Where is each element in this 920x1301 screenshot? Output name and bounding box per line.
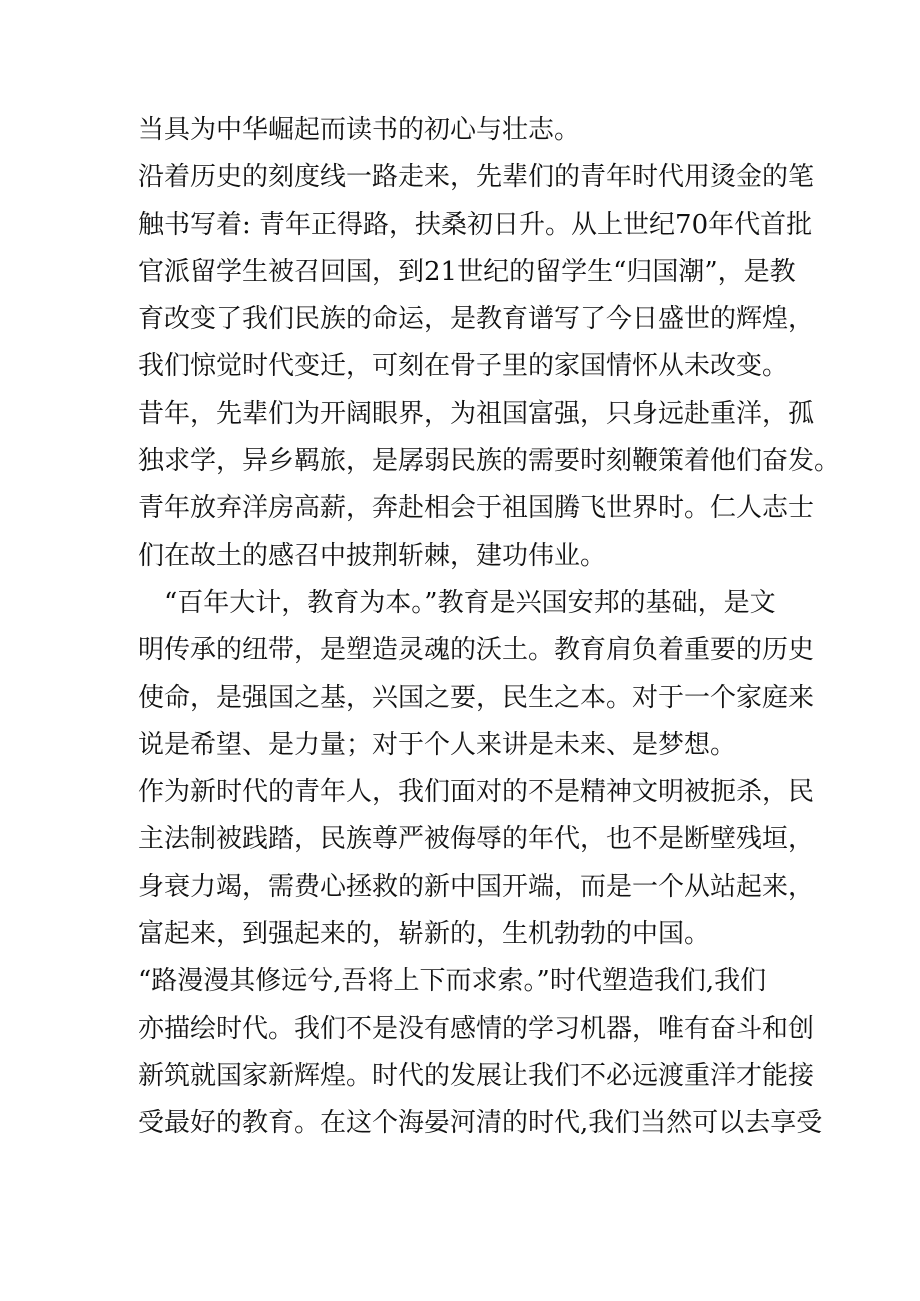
text-line: 身衰力竭，需费心拯救的新中国开端，而是一个从站起来， xyxy=(138,871,815,902)
text-line: 青年放弃洋房高薪，奔赴相会于祖国腾飞世界时。仁人志士 xyxy=(138,493,815,524)
text-line: 育改变了我们民族的命运，是教育谱写了今日盛世的辉煌， xyxy=(138,304,815,335)
text-line: 作为新时代的青年人，我们面对的不是精神文明被扼杀，民 xyxy=(138,777,815,808)
text-line: 受最好的教育。在这个海晏河清的时代,我们当然可以去享受 xyxy=(138,1108,823,1139)
text-line: 明传承的纽带，是塑造灵魂的沃土。教育肩负着重要的历史 xyxy=(138,635,815,666)
text-line: “百年大计，教育为本。”教育是兴国安邦的基础，是文 xyxy=(138,587,776,618)
text-line: 说是希望、是力量；对于个人来讲是未来、是梦想。 xyxy=(138,729,737,760)
text-line: 主法制被践踏，民族尊严被侮辱的年代，也不是断壁残垣， xyxy=(138,824,815,855)
text-line: “路漫漫其修远兮,吾将上下而求索。”时代塑造我们,我们 xyxy=(138,966,767,997)
body-text xyxy=(138,107,841,1148)
text-line: 们在故土的感召中披荆斩棘，建功伟业。 xyxy=(138,540,607,571)
text-line: 昔年，先辈们为开阔眼界，为祖国富强，只身远赴重洋，孤 xyxy=(138,398,815,429)
text-line: 使命，是强国之基，兴国之要，民生之本。对于一个家庭来 xyxy=(138,682,815,713)
text-line: 官派留学生被召回国，到21世纪的留学生“归国潮”，是教 xyxy=(138,256,796,287)
text-line: 当具为中华崛起而读书的初心与壮志。 xyxy=(138,115,581,145)
text-line: 独求学，异乡羁旅，是孱弱民族的需要时刻鞭策着他们奋发。 xyxy=(138,446,841,477)
text-line: 触书写着: 青年正得路，扶桑初日升。从上世纪70年代首批 xyxy=(138,209,813,240)
text-line: 亦描绘时代。我们不是没有感情的学习机器，唯有奋斗和创 xyxy=(138,1013,815,1044)
text-line: 我们惊觉时代变迁，可刻在骨子里的家国情怀从未改变。 xyxy=(138,351,789,382)
text-line: 富起来，到强起来的，崭新的，生机勃勃的中国。 xyxy=(138,919,711,950)
text-line: 新筑就国家新辉煌。时代的发展让我们不必远渡重洋才能接 xyxy=(138,1060,815,1091)
text-line: 沿着历史的刻度线一路走来，先辈们的青年时代用烫金的笔 xyxy=(138,162,815,193)
